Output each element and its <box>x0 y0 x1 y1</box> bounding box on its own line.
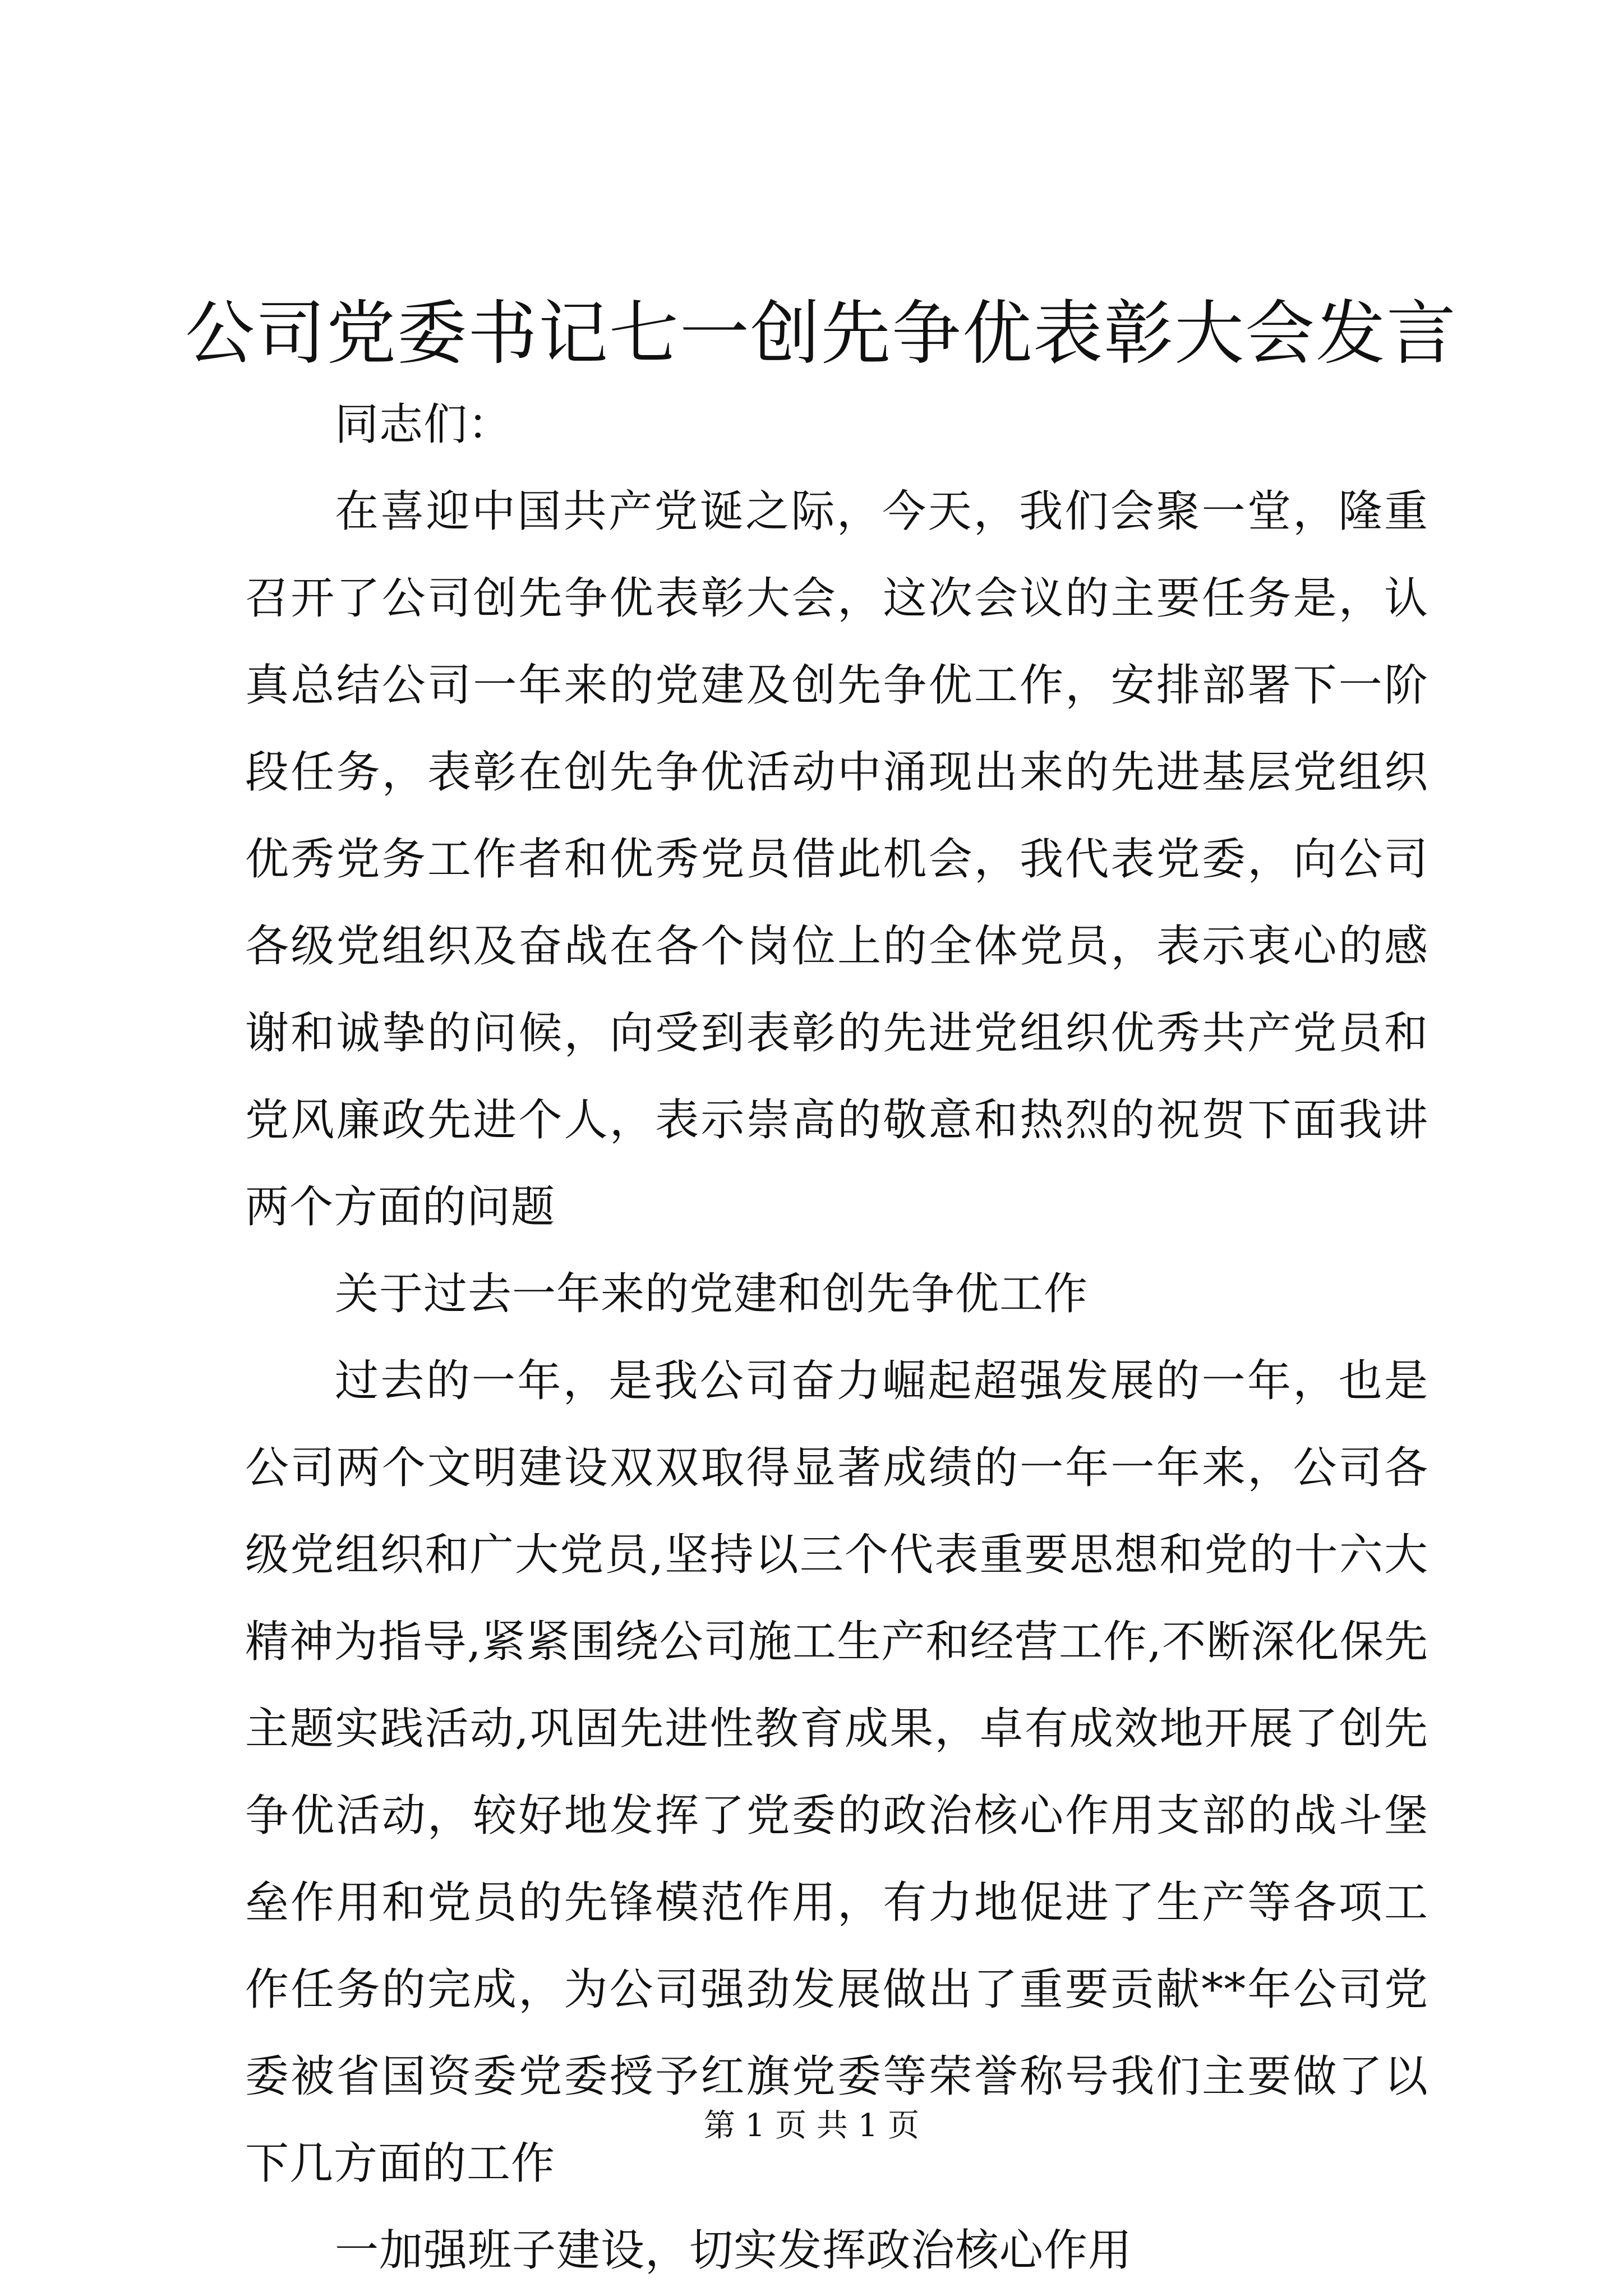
page-footer: 第 1 页 共 1 页 <box>703 2108 920 2144</box>
document-body <box>245 381 1428 2294</box>
section-heading: 关于过去一年来的党建和创先争优工作 <box>335 1269 1089 1319</box>
greeting-paragraph: 同志们： <box>335 399 513 450</box>
opening-paragraph: 在喜迎中国共产党诞之际，今天，我们会聚一堂，隆重召开了公司创先争优表彰大会，这次会议的主要任务是，认真总结公司一年来的党建及创先争优工作，安排部署下一阶段任务，表彰在创先争优活动中涌现出来的先进基层党组织优秀党务工作者和优秀党员借此机会，我代表党委，向公司各级党组织及奋战在各个岗位上的全体党员，表示衷心的感谢和诚挚的问候，向受到表彰的先进党组织优秀共产党员和党风廉政先进个人，表示崇高的敬意和热烈的祝贺下面我讲两个方面的问题 <box>245 486 1428 1232</box>
document-title: 公司党委书记七一创先争优表彰大会发言 <box>185 293 1458 374</box>
review-paragraph: 过去的一年，是我公司奋力崛起超强发展的一年，也是公司两个文明建设双双取得显著成绩的一年一年来，公司各级党组织和广大党员,坚持以三个代表重要思想和党的十六大精神为指导,紧紧围绕公司施工生产和经营工作,不断深化保先主题实践活动,巩固先进性教育成果，卓有成效地开展了创先争优活动，较好地发挥了党委的政治核心作用支部的战斗堡垒作用和党员的先锋模范作用，有力地促进了生产等各项工作任务的完成，为公司强劲发展做出了重要贡献**年公司党委被省国资委党委授予红旗党委等荣誉称号我们主要做了以下几方面的工作 <box>245 1356 1428 2189</box>
subsection-heading: 一加强班子建设，切实发挥政治核心作用 <box>335 2225 1133 2276</box>
